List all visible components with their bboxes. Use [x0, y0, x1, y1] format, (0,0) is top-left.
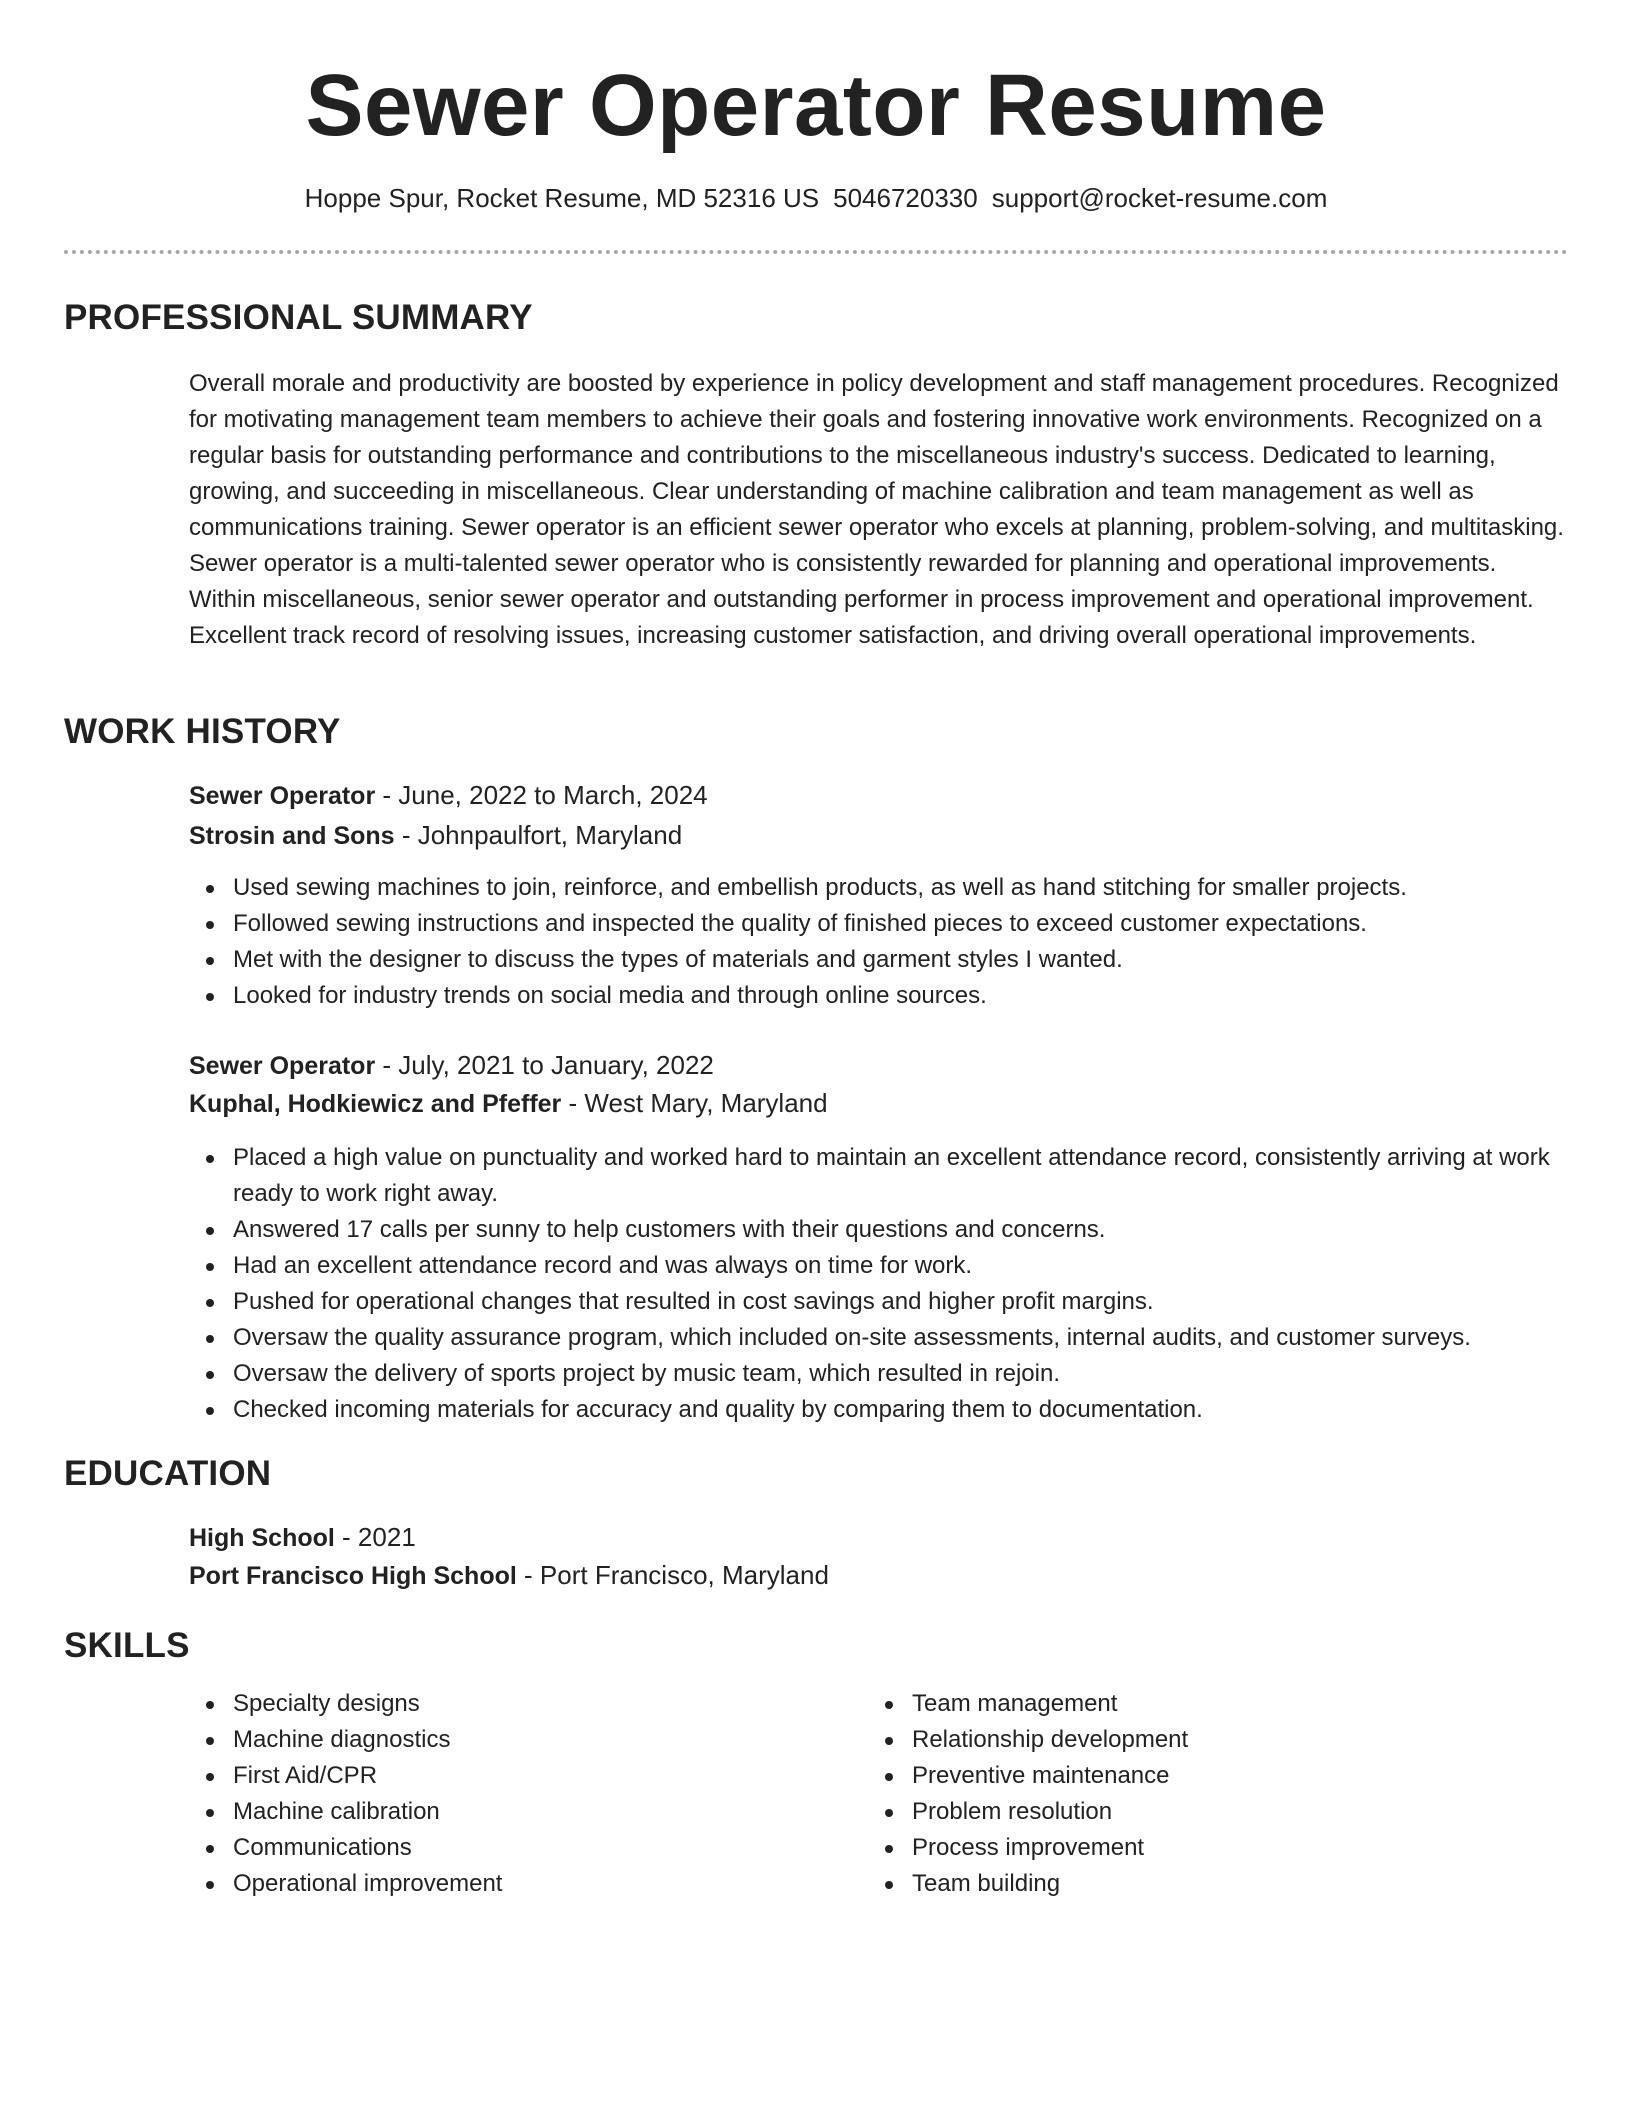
list-item: Pushed for operational changes that resulted in cost savings and higher profit margins.: [189, 1284, 1569, 1320]
education-school: Port Francisco High School: [189, 1562, 517, 1590]
job-1-location: - Johnpaulfort, Maryland: [394, 820, 683, 850]
skill-item: Machine calibration: [189, 1794, 829, 1830]
list-item: Answered 17 calls per sunny to help customers with their questions and concerns.: [189, 1212, 1569, 1248]
skill-item: Preventive maintenance: [868, 1758, 1508, 1794]
contact-line: [0, 182, 1632, 214]
summary-heading: PROFESSIONAL SUMMARY: [64, 298, 533, 337]
job-2-title-line: [189, 1048, 714, 1083]
skill-item: First Aid/CPR: [189, 1758, 829, 1794]
list-item: Checked incoming materials for accuracy and quality by comparing them to documentation.: [189, 1392, 1569, 1428]
job-1-title-line: [189, 778, 708, 813]
contact-phone: 5046720330: [833, 183, 978, 213]
list-item: Used sewing machines to join, reinforce, and embellish products, as well as hand stitching for smaller projects.: [189, 870, 1569, 906]
skill-item: Communications: [189, 1830, 829, 1866]
job-1-company-line: [189, 818, 682, 853]
list-item: Met with the designer to discuss the types of materials and garment styles I wanted.: [189, 942, 1569, 978]
job-2-company-line: [189, 1086, 828, 1121]
skill-item: Problem resolution: [868, 1794, 1508, 1830]
work-history-heading: WORK HISTORY: [64, 712, 341, 751]
job-1-role: Sewer Operator: [189, 782, 376, 810]
education-location: - Port Francisco, Maryland: [516, 1560, 829, 1590]
list-item: Oversaw the delivery of sports project by music team, which resulted in rejoin.: [189, 1356, 1569, 1392]
list-item: Had an excellent attendance record and was always on time for work.: [189, 1248, 1569, 1284]
skills-left-column: [189, 1686, 829, 1902]
education-degree: High School: [189, 1524, 335, 1552]
job-1-bullets: [189, 870, 1569, 1014]
job-1-dates: - June, 2022 to March, 2024: [375, 780, 708, 810]
job-2-role: Sewer Operator: [189, 1052, 376, 1080]
education-year: - 2021: [334, 1522, 416, 1552]
skill-item: Operational improvement: [189, 1866, 829, 1902]
job-1-company: Strosin and Sons: [189, 822, 395, 850]
resume-title: Sewer Operator Resume: [305, 57, 1327, 154]
contact-email: support@rocket-resume.com: [991, 183, 1328, 213]
job-2-dates: - July, 2021 to January, 2022: [375, 1050, 714, 1080]
skills-heading: SKILLS: [64, 1626, 190, 1665]
list-item: Placed a high value on punctuality and worked hard to maintain an excellent attendance record, consistently arriving at work ready to work right away.: [189, 1140, 1569, 1212]
education-heading: EDUCATION: [64, 1454, 272, 1493]
list-item: Oversaw the quality assurance program, which included on-site assessments, internal audits, and customer surveys.: [189, 1320, 1569, 1356]
skill-item: Team building: [868, 1866, 1508, 1902]
education-school-line: [189, 1558, 829, 1593]
list-item: Followed sewing instructions and inspected the quality of finished pieces to exceed customer expectations.: [189, 906, 1569, 942]
skill-item: Specialty designs: [189, 1686, 829, 1722]
skill-item: Relationship development: [868, 1722, 1508, 1758]
skill-item: Machine diagnostics: [189, 1722, 829, 1758]
job-2-bullets: [189, 1140, 1569, 1428]
contact-address: Hoppe Spur, Rocket Resume, MD 52316 US: [304, 183, 820, 213]
skill-item: Process improvement: [868, 1830, 1508, 1866]
skill-item: Team management: [868, 1686, 1508, 1722]
list-item: Looked for industry trends on social media and through online sources.: [189, 978, 1569, 1014]
education-degree-line: [189, 1520, 416, 1555]
header-divider: [64, 250, 1568, 254]
job-2-company: Kuphal, Hodkiewicz and Pfeffer: [189, 1090, 562, 1118]
summary-text: Overall morale and productivity are boosted by experience in policy development and staff management procedures. Recognized for motivating management team members to achieve their goals and fostering innovative work environments. Recognized on a regular basis for outstanding performance and contributions to the miscellaneous industry's success. Dedicated to learning, growing, and succeeding in miscellaneous. Clear understanding of machine calibration and team management as well as communications training. Sewer operator is an efficient sewer operator who excels at planning, problem-solving, and multitasking. Sewer operator is a multi-talented sewer operator who is consistently rewarded for planning and operational improvements. Within miscellaneous, senior sewer operator and outstanding performer in process improvement and operational improvement. Excellent track record of resolving issues, increasing customer satisfaction, and driving overall operational improvements.: [189, 370, 1564, 649]
skills-right-column: [868, 1686, 1508, 1902]
job-2-location: - West Mary, Maryland: [561, 1088, 828, 1118]
